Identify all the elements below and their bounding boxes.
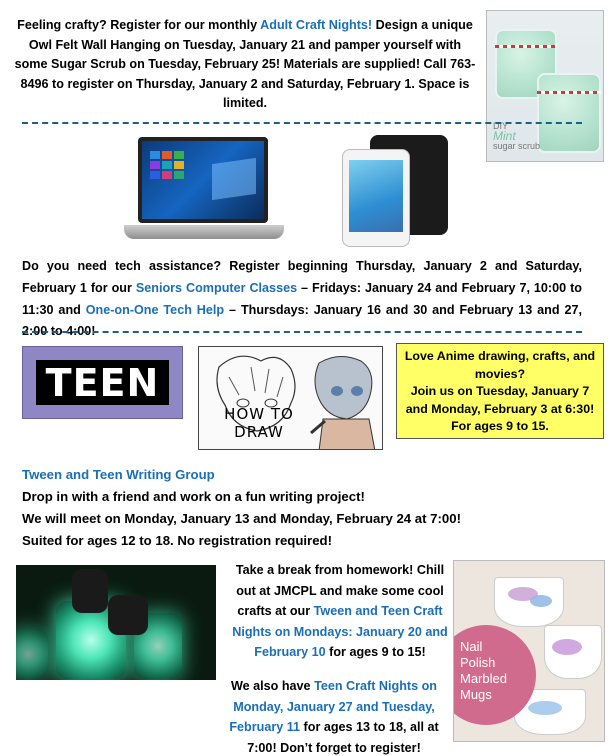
adult-craft-paragraph: Feeling crafty? Register for our monthly Adult Craft Nights! Design a unique Owl Felt Wall Hanging on Tuesday, January 21 and pamper yourself with some Sugar Scrub on Tuesday, February 25! Materials are supplied! Call 763-8496 to register on Thursday, January 2 and Saturday, February 1. Space is limited.: [14, 18, 476, 110]
tween-teen-craft-paragraph: Take a break from homework! Chill out at JMCPL and make some cool crafts at our Tween and Teen Craft Nights on Mondays: January 20 and February 10 for ages 9 to 15!: [232, 563, 448, 660]
glow-jars-photo: [16, 565, 216, 680]
sugar-scrub-photo: [486, 10, 604, 162]
writing-group-section: Tween and Teen Writing Group Drop in with a friend and work on a fun writing project! We will meet on Monday, January 13 and Monday, February 24 at 7:00! Suited for ages 12 to 18. No registration required!: [22, 464, 602, 551]
seniors-computer-classes-link[interactable]: Seniors Computer Classes: [135, 280, 298, 295]
teen-craft-nights-link[interactable]: Teen Craft Nights on Monday, January 27 and Tuesday, February 11: [229, 679, 437, 735]
tween-teen-craft-nights-link[interactable]: Tween and Teen Craft Nights on Mondays: January 20 and February 10: [232, 604, 448, 660]
laptop-image: [124, 137, 284, 247]
nail-polish-caption: Nail Polish Marbled Mugs: [453, 625, 536, 725]
teen-craft-nights-paragraph: We also have Teen Craft Nights on Monday, January 27 and Tuesday, February 11 for ages 13 to 18, all at 7:00! Don’t forget to register!: [229, 679, 439, 755]
windows-logo-icon: [212, 158, 256, 200]
photo-caption: DIY Mint sugar scrub: [493, 121, 541, 151]
section-divider: [22, 122, 582, 124]
teen-badge-label: TEEN: [45, 360, 160, 405]
scrub-jar-image: [537, 73, 601, 153]
how-to-draw-label: HOW TO DRAW: [224, 405, 294, 441]
teen-badge: [22, 346, 183, 419]
how-to-draw-image: [198, 346, 383, 450]
anime-club-box: Love Anime drawing, crafts, and movies? Join us on Tuesday, January 7 and Monday, February 3 at 6:30! For ages 9 to 15.: [396, 343, 604, 439]
adult-craft-nights-link[interactable]: Adult Craft Nights!: [260, 18, 373, 32]
section-divider: [22, 331, 582, 333]
one-on-one-tech-help-link[interactable]: One-on-One Tech Help: [85, 302, 225, 317]
tablets-image: [342, 135, 452, 250]
tech-assistance-paragraph: Do you need tech assistance? Register beginning Thursday, January 2 and Saturday, February 1 for our Seniors Computer Classes – Fridays: January 24 and February 7, 10:00 to 11:30 and One-on-One Tech Help – Thursdays: January 16 and 30 and February 13 and 27, 2:00 to 4:00!: [22, 259, 582, 339]
nail-polish-mugs-photo: [453, 560, 605, 742]
writing-group-title[interactable]: Tween and Teen Writing Group: [22, 467, 215, 482]
